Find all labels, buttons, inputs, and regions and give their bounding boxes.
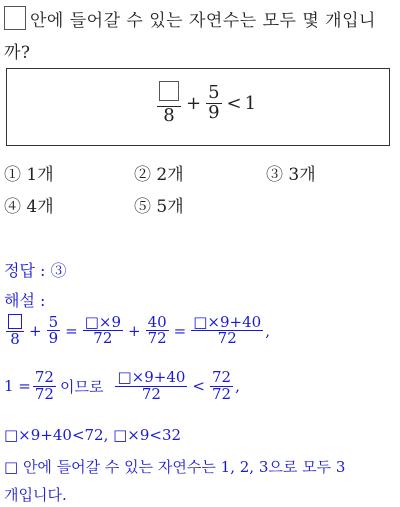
choice-2[interactable] bbox=[134, 160, 184, 185]
choice-text: 3개 bbox=[288, 165, 316, 185]
explanation-line-2: 1 = $\frac{72}{72}$ 이므로 $\frac{□\times 9+40}{72}$ < $\frac{72}{72}$ , bbox=[4, 368, 240, 403]
exp2-frac-2 bbox=[115, 370, 187, 403]
choice-text: 1개 bbox=[26, 165, 54, 185]
exp1-frac-5 bbox=[191, 312, 263, 348]
exp2-frac-1 bbox=[33, 370, 56, 403]
fraction-2 bbox=[206, 84, 221, 123]
exp1-frac-4 bbox=[146, 312, 169, 348]
exp1-frac-2-num: 5 bbox=[48, 312, 59, 331]
exp1-frac-3-num: □×9 bbox=[84, 312, 121, 331]
exp1-frac-1-den: 8 bbox=[10, 329, 20, 348]
choice-3[interactable] bbox=[266, 160, 316, 185]
explanation-line-4: □ 안에 들어갈 수 있는 자연수는 1, 2, 3으로 모두 3 bbox=[4, 458, 346, 476]
exp1-frac-3-den: 72 bbox=[93, 329, 113, 348]
plus-sign: + bbox=[186, 92, 202, 114]
choices-row-1 bbox=[4, 160, 396, 184]
fraction-1 bbox=[157, 81, 181, 126]
fraction-1-denominator: 8 bbox=[163, 104, 175, 126]
exp1-frac-2-den: 9 bbox=[48, 329, 59, 348]
exp2-frac-3 bbox=[210, 370, 233, 403]
rhs-value: 1 bbox=[244, 92, 257, 114]
less-than-sign: < bbox=[226, 92, 242, 114]
explanation-line-5: 개입니다. bbox=[4, 486, 67, 504]
exp2-frac-1-den: 72 bbox=[34, 384, 54, 403]
question-line-2 bbox=[4, 38, 31, 63]
choice-1[interactable] bbox=[4, 160, 54, 185]
choices-row-2 bbox=[4, 192, 396, 216]
question-line-1 bbox=[4, 6, 376, 31]
explanation-label: 해설 : bbox=[4, 291, 46, 310]
exp1-frac-2 bbox=[47, 312, 61, 348]
choice-mark: ① bbox=[4, 165, 21, 185]
choice-mark: ④ bbox=[4, 197, 21, 217]
explanation-line-1: 8 + $\frac{5}{9}$ = $\frac{□\times 9}{72}$ + $\frac{40}{72}$ = $\frac{□\times 9+40}{72}$ , bbox=[4, 314, 270, 348]
fraction-2-numerator: 5 bbox=[208, 82, 220, 103]
choice-5[interactable] bbox=[134, 192, 184, 217]
fraction-2-denominator: 9 bbox=[208, 101, 220, 123]
choice-text: 4개 bbox=[26, 197, 54, 217]
choice-text: 5개 bbox=[156, 197, 184, 217]
choice-mark: ② bbox=[134, 165, 151, 185]
exp2-frac-2-den: 72 bbox=[141, 384, 161, 403]
exp1-frac-4-num: 40 bbox=[147, 312, 167, 331]
exp1-frac-4-den: 72 bbox=[147, 329, 167, 348]
choice-4[interactable] bbox=[4, 192, 54, 217]
exp2-frac-3-den: 72 bbox=[212, 384, 232, 403]
choice-text: 2개 bbox=[156, 165, 184, 185]
choice-mark: ⑤ bbox=[134, 197, 151, 217]
exp2-prefix: 1 = bbox=[4, 377, 31, 396]
exp1-frac-5-num: □×9+40 bbox=[193, 312, 262, 331]
exp2-frac-3-num: 72 bbox=[212, 368, 232, 386]
blank-square-icon bbox=[4, 6, 26, 30]
expression-box bbox=[6, 68, 390, 146]
exp1-frac-5-den: 72 bbox=[217, 329, 237, 348]
blank-square-icon bbox=[8, 314, 22, 329]
exp2-frac-2-num: □×9+40 bbox=[117, 368, 186, 386]
choice-mark: ③ bbox=[266, 165, 283, 185]
explanation-line-3: □×9+40<72, □×9<32 bbox=[4, 426, 182, 444]
inequality-expression bbox=[155, 81, 256, 126]
blank-square-icon bbox=[159, 81, 179, 101]
answer-label: 정답 : ③ bbox=[4, 261, 67, 280]
exp1-frac-3 bbox=[83, 312, 123, 348]
question-text-1: 안에 들어갈 수 있는 자연수는 모두 몇 개입니 bbox=[30, 11, 376, 31]
question-text-2: 까? bbox=[4, 43, 31, 63]
exp2-middle-text: 이므로 bbox=[59, 377, 104, 396]
exp2-frac-1-num: 72 bbox=[34, 368, 54, 386]
exp1-frac-1 bbox=[6, 314, 24, 348]
